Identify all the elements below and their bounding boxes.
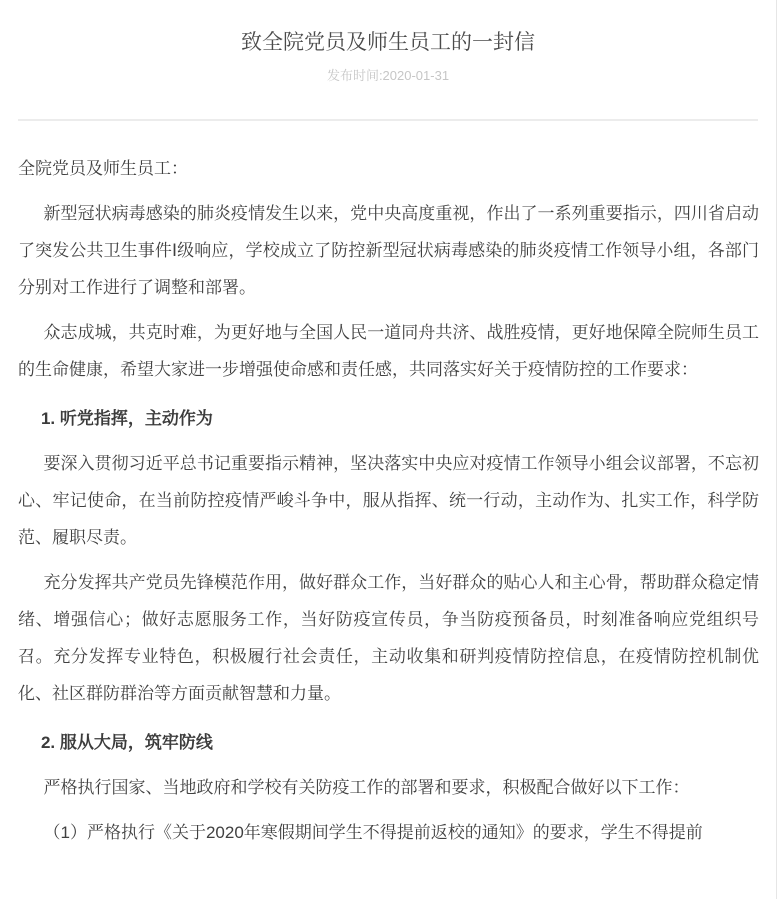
section-heading-2: 2. 服从大局，筑牢防线 [40, 733, 213, 752]
publish-date: 发布时间:2020-01-31 [326, 68, 450, 83]
paragraph-intro-1: 新型冠状病毒感染的肺炎疫情发生以来，党中央高度重视，作出了一系列重要指示，四川省启动了突发公共卫生事件Ⅰ级响应，学校成立了防控新型冠状病毒感染的肺炎疫情工作领导小组，各部门分别对工作进行了调整和部署。 [18, 204, 759, 297]
paragraph-section1-2: 充分发挥共产党员先锋模范作用，做好群众工作，当好群众的贴心人和主心骨，帮助群众稳定情绪、增强信心；做好志愿服务工作，当好防疫宣传员，争当防疫预备员，时刻准备响应党组织号召。充分发挥专业特色，积极履行社会责任，主动收集和研判疫情防控信息，在疫情防控机制优化、社区群防群治等方面贡献智慧和力量。 [18, 573, 759, 703]
section-heading-1: 1. 听党指挥，主动作为 [40, 409, 213, 428]
salutation: 全院党员及师生员工： [18, 159, 188, 178]
article-header [0, 0, 776, 83]
article-body [0, 121, 776, 899]
paragraph-intro-2: 众志成城，共克时难，为更好地与全国人民一道同舟共济、战胜疫情，更好地保障全院师生员工的生命健康，希望大家进一步增强使命感和责任感，共同落实好关于疫情防控的工作要求： [18, 323, 759, 379]
paragraph-section2-1: 严格执行国家、当地政府和学校有关防疫工作的部署和要求，积极配合做好以下工作： [43, 778, 690, 797]
paragraph-section2-item1: （1）严格执行《关于2020年寒假期间学生不得提前返校的通知》的要求，学生不得提前 [43, 823, 703, 842]
paragraph-section1-1: 要深入贯彻习近平总书记重要指示精神，坚决落实中央应对疫情工作领导小组会议部署，不忘初心、牢记使命，在当前防控疫情严峻斗争中，服从指挥、统一行动，主动作为、扎实工作，科学防范、履职尽责。 [18, 454, 759, 547]
page-title: 致全院党员及师生员工的一封信 [241, 31, 535, 54]
